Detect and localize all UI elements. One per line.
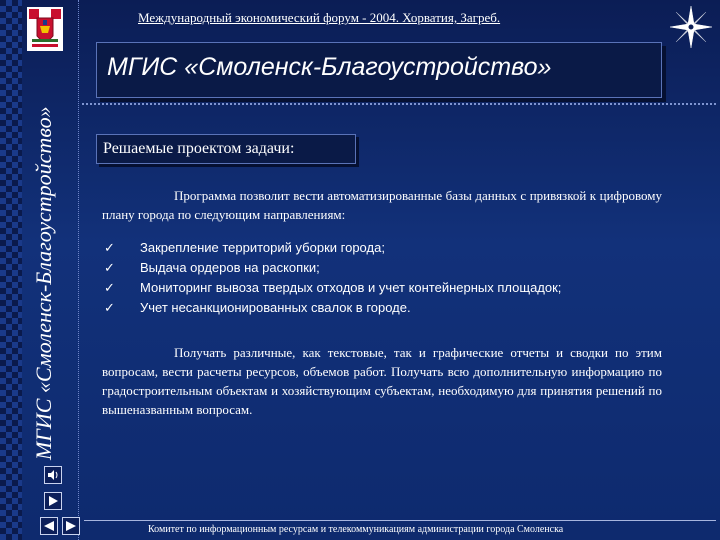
list-item — [104, 258, 674, 278]
checkmark-icon: ✓ — [104, 300, 115, 315]
intro-text: Программа позволит вести автоматизированные базы данных с привязкой к цифровому плану города по следующим направлениям: — [102, 188, 662, 222]
footer-divider — [84, 520, 716, 521]
checkmark-icon: ✓ — [104, 240, 115, 255]
sound-button[interactable] — [44, 466, 62, 484]
list-item — [104, 298, 674, 318]
checkmark-icon: ✓ — [104, 260, 115, 275]
footer-text: Комитет по информационным ресурсам и телекоммуникациям администрации города Смоленска — [148, 524, 564, 535]
play-icon — [45, 493, 61, 509]
forum-header: Международный экономический форум - 2004. Хорватия, Загреб. — [138, 10, 501, 25]
list-item-text: Закрепление территорий уборки города; — [140, 240, 385, 255]
slide-title: МГИС «Смоленск-Благоустройство» — [107, 53, 552, 81]
intro-paragraph — [102, 186, 662, 224]
previous-button[interactable] — [40, 517, 58, 535]
list-item-text: Выдача ордеров на раскопки; — [140, 260, 320, 275]
task-list — [104, 238, 674, 318]
tasks-label: Решаемые проектом задачи: — [103, 140, 295, 157]
slide-title-box — [96, 42, 662, 98]
compass-rose-icon — [668, 4, 714, 50]
sound-icon — [45, 467, 61, 483]
list-item-text: Мониторинг вывоза твердых отходов и учет контейнерных площадок; — [140, 280, 562, 295]
next-icon — [63, 518, 79, 534]
list-item-text: Учет несанкционированных свалок в городе. — [140, 300, 411, 315]
list-item — [104, 278, 674, 298]
checker-strip — [0, 0, 22, 540]
dotted-divider — [82, 103, 716, 105]
closing-text: Получать различные, как текстовые, так и графические отчеты и сводки по этим вопросам, вести расчеты ресурсов, объемов работ. Получать всю дополнительную информацию по градостроительным объектам и хозяйствующим субъектам, необходимую для принятия решений по вышеназванным вопросам. — [102, 345, 662, 417]
next-button[interactable] — [62, 517, 80, 535]
list-item — [104, 238, 674, 258]
vertical-title: МГИС «Смоленск-Благоустройство» — [31, 106, 56, 460]
play-button[interactable] — [44, 492, 62, 510]
divider-vertical — [78, 0, 80, 540]
previous-icon — [41, 518, 57, 534]
closing-paragraph — [102, 343, 662, 419]
tasks-label-box — [96, 134, 356, 164]
checkmark-icon: ✓ — [104, 280, 115, 295]
